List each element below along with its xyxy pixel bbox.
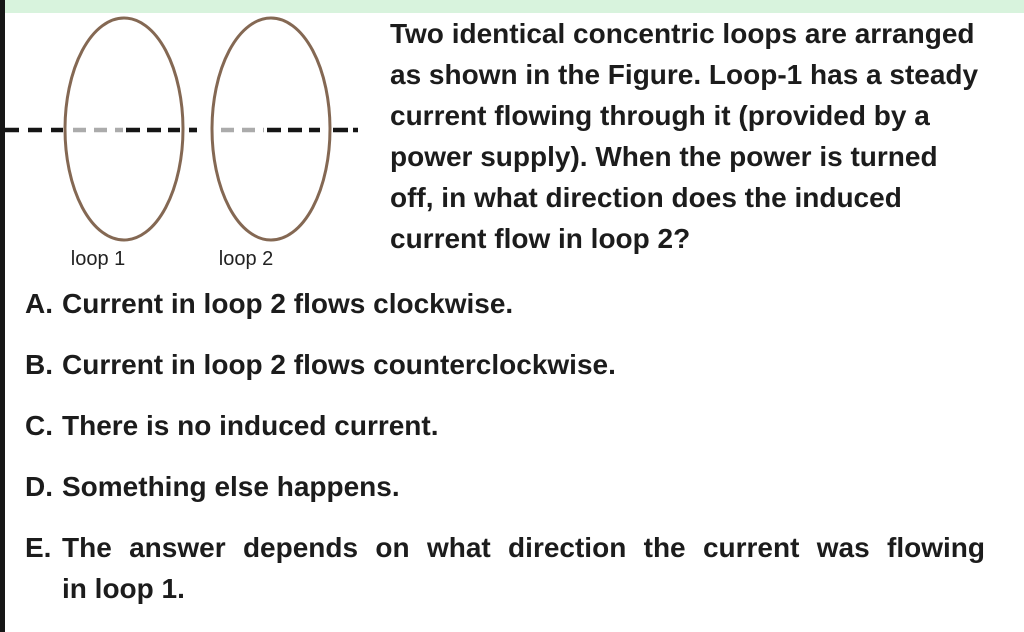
question-line: off, in what direction does the induced	[390, 182, 902, 213]
question-line: power supply). When the power is turned	[390, 141, 938, 172]
question-line: current flowing through it (provided by a	[390, 100, 930, 131]
loop1-label: loop 1	[70, 248, 126, 270]
option-b-text: Current in loop 2 flows counterclockwise.	[62, 349, 616, 380]
option-b-letter: B.	[25, 349, 53, 380]
option-a	[25, 283, 1000, 324]
question-line: Two identical concentric loops are arranged	[390, 18, 975, 49]
option-d	[25, 466, 1000, 507]
option-c-letter: C.	[25, 410, 53, 441]
option-a-letter: A.	[25, 288, 53, 319]
answer-options	[25, 283, 1000, 629]
option-e-line1: The answer depends on what direction the current was flowing	[62, 532, 985, 563]
option-d-text: Something else happens.	[62, 471, 400, 502]
question-text	[390, 13, 1020, 259]
option-c	[25, 405, 1000, 446]
top-green-bar	[5, 0, 1024, 13]
loops-diagram	[5, 13, 385, 275]
option-c-text: There is no induced current.	[62, 410, 439, 441]
option-a-text: Current in loop 2 flows clockwise.	[62, 288, 514, 319]
option-e-text	[62, 527, 1000, 609]
loop2-label: loop 2	[218, 248, 274, 270]
option-e-line2: in loop 1.	[62, 573, 185, 604]
loops-figure	[5, 13, 385, 275]
option-e-letter: E.	[25, 532, 52, 563]
question-line: as shown in the Figure. Loop-1 has a steady	[390, 59, 979, 90]
option-d-letter: D.	[25, 471, 53, 502]
option-e	[25, 527, 1000, 609]
option-b	[25, 344, 1000, 385]
question-line: current flow in loop 2?	[390, 223, 691, 254]
